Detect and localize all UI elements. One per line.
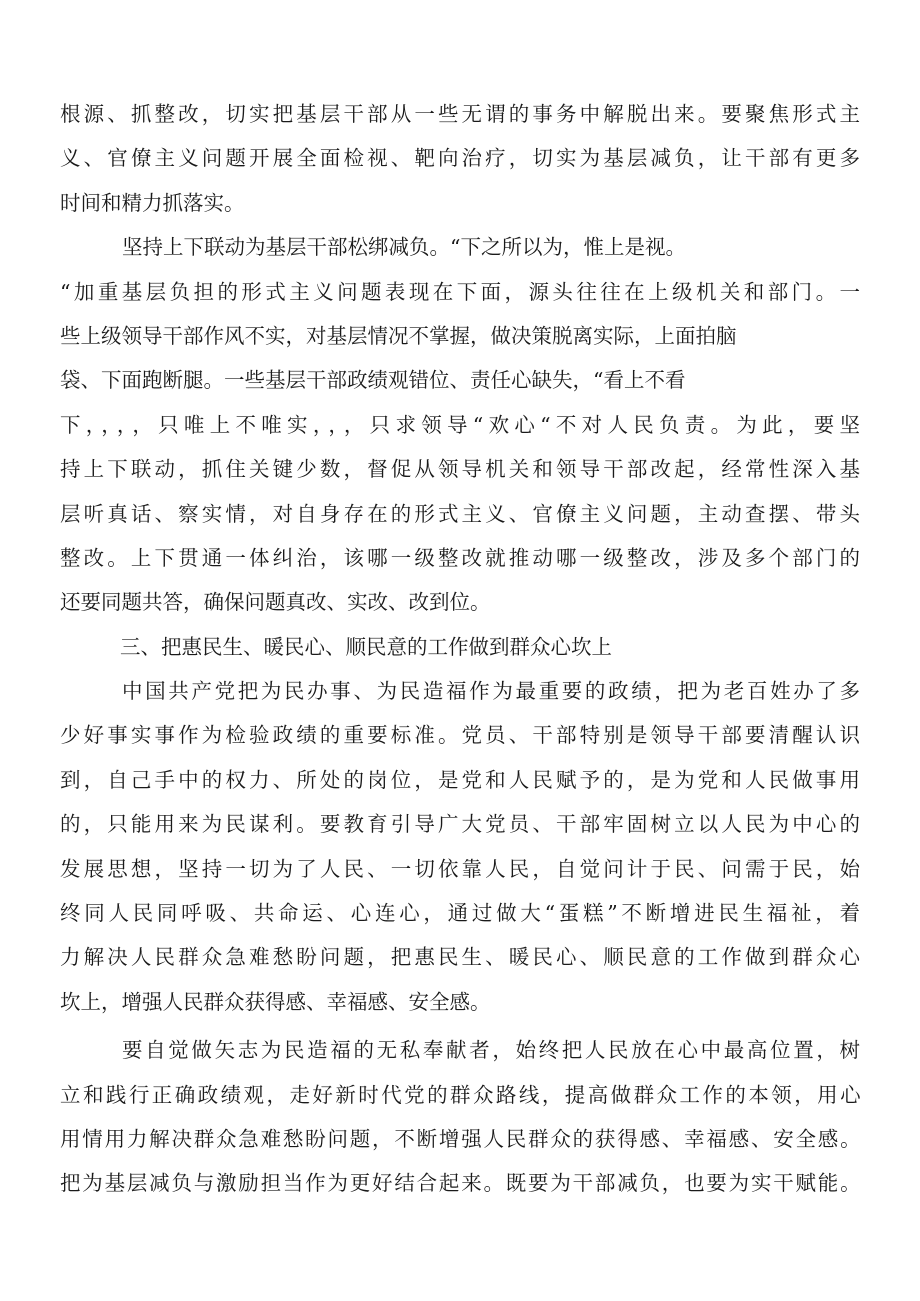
paragraph-3-line-7: 力解决人民群众急难愁盼问题，把惠民生、暖民心、顺民意的工作做到群众心 <box>60 945 860 970</box>
paragraph-3-line-3: 到，自己手中的权力、所处的岗位，是党和人民赋予的，是为党和人民做事用 <box>60 767 860 792</box>
paragraph-2-line-1: 坚持上下联动为基层干部松绑减负。“下之所以为，惟上是视。 <box>122 235 686 260</box>
paragraph-4-line-1: 要自觉做矢志为民造福的无私奉献者，始终把人民放在心中最高位置，树 <box>122 1038 860 1063</box>
paragraph-1-line-1: 根源、抓整改，切实把基层干部从一些无谓的事务中解脱出来。要聚焦形式主 <box>60 102 860 126</box>
paragraph-1-line-2: 义、官僚主义问题开展全面检视、靶向治疗，切实为基层减负，让干部有更多 <box>60 146 860 171</box>
paragraph-3-line-6: 终同人民同呼吸、共命运、心连心，通过做大“蛋糕”不断增进民生福祉，着 <box>60 901 860 926</box>
paragraph-3-line-8: 坎上，增强人民群众获得感、幸福感、安全感。 <box>60 989 491 1014</box>
paragraph-2-line-4: 袋、下面跑断腿。一些基层干部政绩观错位、责任心缺失，“看上不看 <box>60 368 686 393</box>
paragraph-4-line-4: 把为基层减负与激励担当作为更好结合起来。既要为干部减负，也要为实干赋能。 <box>60 1171 860 1196</box>
paragraph-2-line-7: 层听真话、察实情，对自身存在的形式主义、官僚主义问题，主动查摆、带头 <box>60 501 860 526</box>
paragraph-1-line-3: 时间和精力抓落实。 <box>60 190 245 215</box>
paragraph-3-line-2: 少好事实事作为检验政绩的重要标准。党员、干部特别是领导干部要清醒认识 <box>60 723 860 748</box>
paragraph-3-line-4: 的，只能用来为民谋利。要教育引导广大党员、干部牢固树立以人民为中心的 <box>60 812 860 837</box>
paragraph-4-line-3: 用情用力解决群众急难愁盼问题，不断增强人民群众的获得感、幸福感、安全感。 <box>60 1126 860 1151</box>
document-body <box>60 92 860 1206</box>
paragraph-3-line-1: 中国共产党把为民办事、为民造福作为最重要的政绩，把为老百姓办了多 <box>122 679 860 704</box>
paragraph-2-line-2: “加重基层负担的形式主义问题表现在下面，源头往往在上级机关和部门。一 <box>60 279 860 304</box>
paragraph-2-line-5: 下，，，，只唯上不唯实，，，只求领导“欢心“不对人民负责。为此，要坚 <box>60 412 860 437</box>
paragraph-2-line-3: 些上级领导干部作风不实，对基层情况不掌握，做决策脱离实际，上面拍脑 <box>60 323 737 348</box>
paragraph-4-line-2: 立和践行正确政绩观，走好新时代党的群众路线，提高做群众工作的本领，用心 <box>60 1082 860 1107</box>
paragraph-2-line-6: 持上下联动，抓住关键少数，督促从领导机关和领导干部改起，经常性深入基 <box>60 457 860 482</box>
paragraph-2-line-8: 整改。上下贯通一体纠治，该哪一级整改就推动哪一级整改，涉及多个部门的 <box>60 545 860 570</box>
paragraph-3-line-5: 发展思想，坚持一切为了人民、一切依靠人民，自觉问计于民、问需于民，始 <box>60 856 860 881</box>
paragraph-2-line-9: 还要同题共答，确保问题真改、实改、改到位。 <box>60 590 491 615</box>
section-heading-3: 三、把惠民生、暖民心、顺民意的工作做到群众心坎上 <box>120 634 612 659</box>
